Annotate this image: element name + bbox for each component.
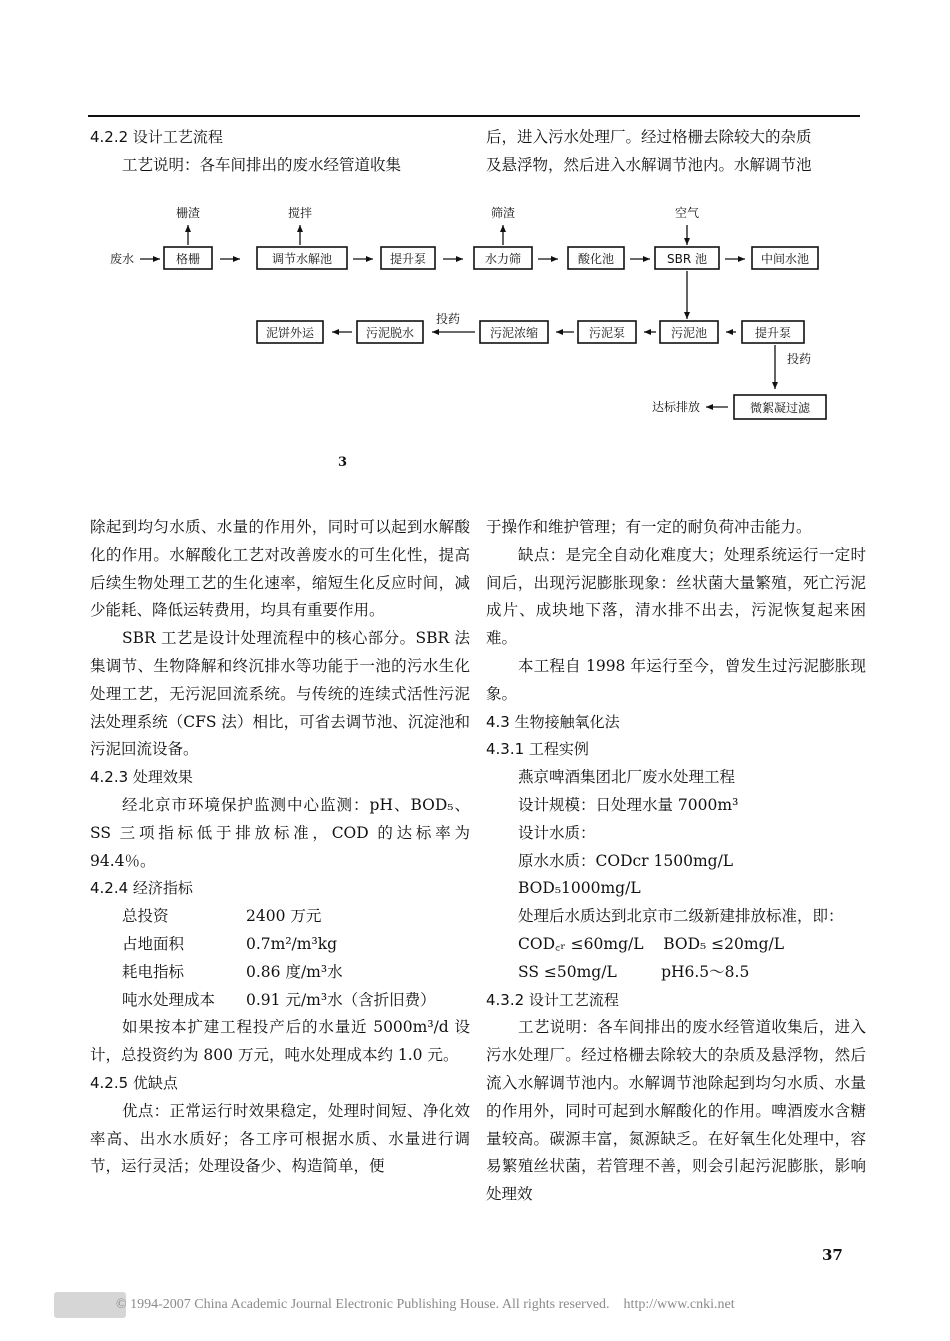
section-heading-4-2-2: 4.2.2 设计工艺流程 xyxy=(90,128,223,146)
box-sludge-tank xyxy=(660,321,718,343)
paragraph-process-2: 工艺说明：各车间排出的废水经管道收集后，进入污水处理厂。经过格栅去除较大的杂质及悬浮物，然后流入水解调节池内。水解调节池除起到均匀水质、水量的作用外，同时可起到水解酸化的作用。啤酒废水含糖量较高。碳源丰富，氮源缺乏。在好氧生化处理中，容易繁殖丝状菌，若管理不善，则会引起污泥膨胀，影响处理效 xyxy=(486,1018,866,1204)
box-intermediate-tank xyxy=(752,247,818,269)
standard-line-2: SS ≤50mg/L pH6.5～8.5 xyxy=(518,962,750,981)
box-label: 提升泵 xyxy=(754,326,792,340)
figure-number: 3 xyxy=(338,455,348,470)
box-micro-flocculation-filter xyxy=(734,395,826,419)
indicator-row xyxy=(90,903,470,931)
section-heading-4-3-2: 4.3.2 设计工艺流程 xyxy=(486,990,619,1009)
top-right-line-1: 后，进入污水处理厂。经过格栅去除较大的杂质 xyxy=(486,128,812,146)
output-label-screenings: 栅渣 xyxy=(175,206,201,220)
box-label: 酸化池 xyxy=(577,252,615,266)
box-cake-removal xyxy=(257,321,323,343)
indicator-label: 吨水处理成本 xyxy=(122,990,216,1009)
box-acidification-tank xyxy=(568,247,624,269)
indicator-value: 0.7m²/m³kg xyxy=(246,934,338,953)
indicator-row xyxy=(90,931,470,959)
paragraph-advantages: 优点：正常运行时效果稳定，处理时间短、净化效率高、出水水质好；各工序可根据水质、水量进行调节，运行灵活；处理设备少、构造简单，便 xyxy=(90,1101,470,1176)
output-label-stirring: 搅拌 xyxy=(287,206,313,220)
discharge-label: 达标排放 xyxy=(651,400,700,414)
top-left-column xyxy=(90,124,470,180)
box-label: 污泥浓缩 xyxy=(489,326,539,340)
section-heading-4-3: 4.3 生物接触氧化法 xyxy=(486,712,620,731)
input-label-air: 空气 xyxy=(674,206,700,220)
box-label: 泥饼外运 xyxy=(265,326,315,340)
box-label: 污泥泵 xyxy=(588,326,626,340)
dosing-label-right: 投药 xyxy=(787,352,812,366)
paragraph-disadvantages: 缺点：是完全自动化难度大；处理系统运行一定时间后，出现污泥膨胀现象：丝状菌大量繁殖，死亡污泥成片、成块地下落，清水排不出去，污泥恢复起来困难。 xyxy=(486,545,866,648)
paragraph-expansion: 如果按本扩建工程投产后的水量近 5000m³/d 设计，总投资约为 800 万元，吨水处理成本约 1.0 元。 xyxy=(90,1018,470,1065)
box-label: 污泥脱水 xyxy=(365,326,415,340)
raw-water-bod: BOD₅1000mg/L xyxy=(518,879,641,898)
paragraph-hydrolysis: 除起到均匀水质、水量的作用外，同时可以起到水解酸化的作用。水解酸化工艺对改善废水的可生化性，提高后续生物处理工艺的生化速率，缩短生化反应时间，减少能耗、降低运转费用，均具有重要作用。 xyxy=(90,518,470,620)
footer-copyright: © 1994-2007 China Academic Journal Electronic Publishing House. All rights reserved. http://www.cnki.net xyxy=(116,1297,735,1312)
indicator-value: 0.91 元/m³水（含折旧费） xyxy=(246,990,436,1009)
box-sludge-dewatering xyxy=(357,321,423,343)
paragraph-results: 经北京市环境保护监测中心监测：pH、BOD₅、SS 三项指标低于排放标准，COD 的达标率为 94.4％。 xyxy=(90,795,470,870)
standard-line-1: COD꜀ᵣ ≤60mg/L BOD₅ ≤20mg/L xyxy=(518,934,785,953)
box-label: SBR 池 xyxy=(666,252,708,266)
indicator-row xyxy=(90,987,470,1015)
top-right-line-2: 及悬浮物，然后进入水解调节池内。水解调节池 xyxy=(486,155,812,174)
right-column xyxy=(486,514,866,1209)
box-label: 中间水池 xyxy=(760,252,810,266)
paragraph-advantages-cont: 于操作和维护管理；有一定的耐负荷冲击能力。 xyxy=(486,518,812,536)
dosing-label-left: 投药 xyxy=(436,312,461,326)
process-flow-diagram xyxy=(0,195,950,465)
indicator-label: 总投资 xyxy=(122,907,169,926)
design-scale: 设计规模：日处理水量 7000m³ xyxy=(518,795,739,814)
section-heading-4-2-4: 4.2.4 经济指标 xyxy=(90,879,193,898)
indicator-label: 耗电指标 xyxy=(122,962,185,981)
box-label: 微絮凝过滤 xyxy=(749,401,811,415)
indicator-value: 0.86 度/m³水 xyxy=(246,962,343,981)
box-label: 水力筛 xyxy=(484,252,522,266)
input-label-wastewater: 废水 xyxy=(110,252,135,266)
project-name: 燕京啤酒集团北厂废水处理工程 xyxy=(518,768,736,787)
box-lift-pump-1 xyxy=(381,247,435,269)
raw-water-cod: 原水水质：CODcr 1500mg/L xyxy=(518,851,734,870)
process-intro-line: 工艺说明：各车间排出的废水经管道收集 xyxy=(122,155,402,174)
box-label: 格栅 xyxy=(175,252,201,266)
footer xyxy=(30,1288,930,1324)
section-heading-4-2-5: 4.2.5 优缺点 xyxy=(90,1073,178,1092)
box-sbr-tank xyxy=(655,247,719,269)
box-lift-pump-2 xyxy=(742,321,804,343)
box-hydrolysis-tank xyxy=(257,247,347,269)
paragraph-operation: 本工程自 1998 年运行至今，曾发生过污泥膨胀现象。 xyxy=(486,656,866,703)
paragraph-sbr: SBR 工艺是设计处理流程中的核心部分。SBR 法集调节、生物降解和终沉排水等功能于一池的污水生化处理工艺，无污泥回流系统。与传统的连续式活性污泥法处理系统（CFS 法）相比，可省去调节池、沉淀池和污泥回流设备。 xyxy=(90,629,470,759)
page-number: 37 xyxy=(822,1246,843,1264)
section-heading-4-3-1: 4.3.1 工程实例 xyxy=(486,740,589,759)
box-sludge-pump xyxy=(578,321,636,343)
design-quality: 设计水质： xyxy=(518,823,596,842)
box-sludge-thickening xyxy=(480,321,548,343)
output-label-screen-residue: 筛渣 xyxy=(490,206,516,220)
box-hydraulic-screen xyxy=(474,247,532,269)
box-label: 污泥池 xyxy=(670,326,708,340)
economic-indicators xyxy=(90,903,470,1014)
box-label: 调节水解池 xyxy=(271,252,333,266)
box-label: 提升泵 xyxy=(389,252,427,266)
top-right-column xyxy=(486,124,866,180)
indicator-value: 2400 万元 xyxy=(246,907,322,926)
section-heading-4-2-3: 4.2.3 处理效果 xyxy=(90,768,193,787)
header-rule xyxy=(88,115,860,117)
indicator-row xyxy=(90,959,470,987)
box-screen xyxy=(164,247,212,269)
paragraph-discharge-standard: 处理后水质达到北京市二级新建排放标准，即： xyxy=(518,907,844,926)
indicator-label: 占地面积 xyxy=(122,934,185,953)
left-column xyxy=(90,514,470,1181)
